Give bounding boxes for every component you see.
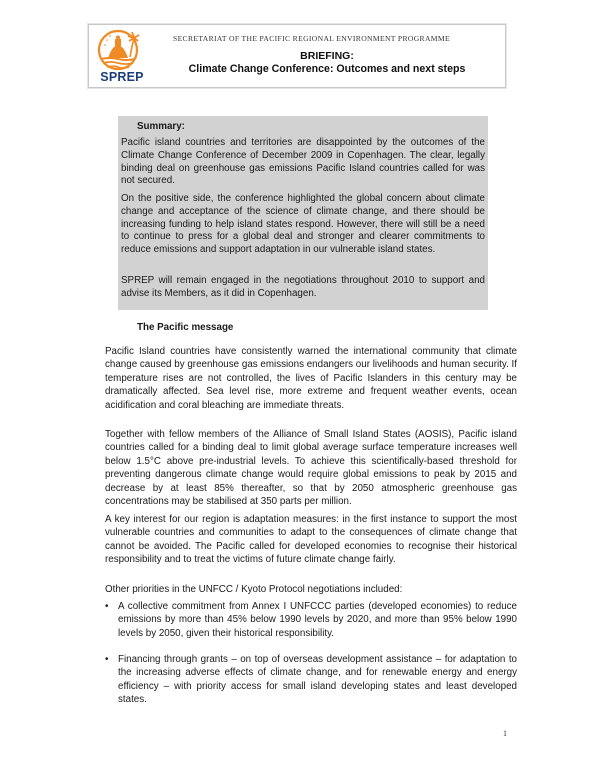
organization-name: SECRETARIAT OF THE PACIFIC REGIONAL ENVIRONMENT PROGRAMME xyxy=(173,34,450,43)
bullet-icon: • xyxy=(105,654,109,665)
island-logo-icon xyxy=(92,28,148,72)
briefing-heading xyxy=(149,50,505,75)
summary-paragraph: SPREP will remain engaged in the negotiations throughout 2010 to support and advise its Members, as it did in Copenhagen. xyxy=(121,275,485,299)
body-paragraph: Pacific Island countries have consistently warned the international community that climate change caused by greenhouse gas emissions endangers our livelihoods and human security. If temperature rises are not controlled, the lives of Pacific Islanders in this century may be dramatically affected. Sea level rise, more extreme and frequent weather events, ocean acidification and coral bleaching are immediate threats. xyxy=(105,346,517,411)
summary-box xyxy=(118,116,488,310)
summary-label: Summary: xyxy=(137,121,185,132)
document-header xyxy=(88,24,506,88)
bullet-text: A collective commitment from Annex I UNFCCC parties (developed economies) to reduce emissions by more than 45% below 1990 levels by 2020, and more than 95% below 1990 levels by 2050, given their historical responsibility. xyxy=(118,601,517,639)
logo-text: SPREP xyxy=(100,70,144,84)
sprep-logo xyxy=(92,28,148,86)
briefing-label: BRIEFING: xyxy=(300,50,354,62)
summary-paragraph: Pacific island countries and territories are disappointed by the outcomes of the Climate Change Conference of December 2009 in Copenhagen. The clear, legally binding deal on greenhouse gas emissions Pacific Island countries called for was not secured. xyxy=(121,137,485,187)
bullet-text: Financing through grants – on top of overseas development assistance – for adaptation to the increasing adverse effects of climate change, and for renewable energy and energy efficiency – with priority access for small island developing states and least developed states. xyxy=(118,654,517,706)
body-paragraph: Together with fellow members of the Alliance of Small Island States (AOSIS), Pacific island countries called for a binding deal to limit global average surface temperature increases well below 1.5°C above pre-industrial levels. To achieve this scientifically-based threshold for preventing dangerous climate change would require global emissions to peak by 2015 and decrease by at least 85% thereafter, so that by 2050 atmospheric greenhouse gas concentrations may be stabilised at 350 parts per million. xyxy=(105,429,517,508)
bullet-icon: • xyxy=(105,601,109,612)
summary-paragraph: On the positive side, the conference highlighted the global concern about climate change and acceptance of the science of climate change, and there should be increasing funding to help island states respond. However, there will still be a need to continue to press for a global deal and stronger and clearer commitments to reduce emissions and support adaptation in our vulnerable island states. xyxy=(121,193,485,256)
page-number: 1 xyxy=(503,729,507,738)
document-title: Climate Change Conference: Outcomes and next steps xyxy=(188,63,466,75)
body-paragraph: A key interest for our region is adaptation measures: in the first instance to support the most vulnerable countries and communities to adapt to the consequences of climate change that cannot be avoided. The Pacific called for developed economies to recognise their historical responsibility and to treat the victims of future climate change fairly. xyxy=(105,514,517,566)
body-paragraph: Other priorities in the UNFCC / Kyoto Protocol negotiations included: xyxy=(105,584,403,595)
section-heading: The Pacific message xyxy=(137,322,234,333)
